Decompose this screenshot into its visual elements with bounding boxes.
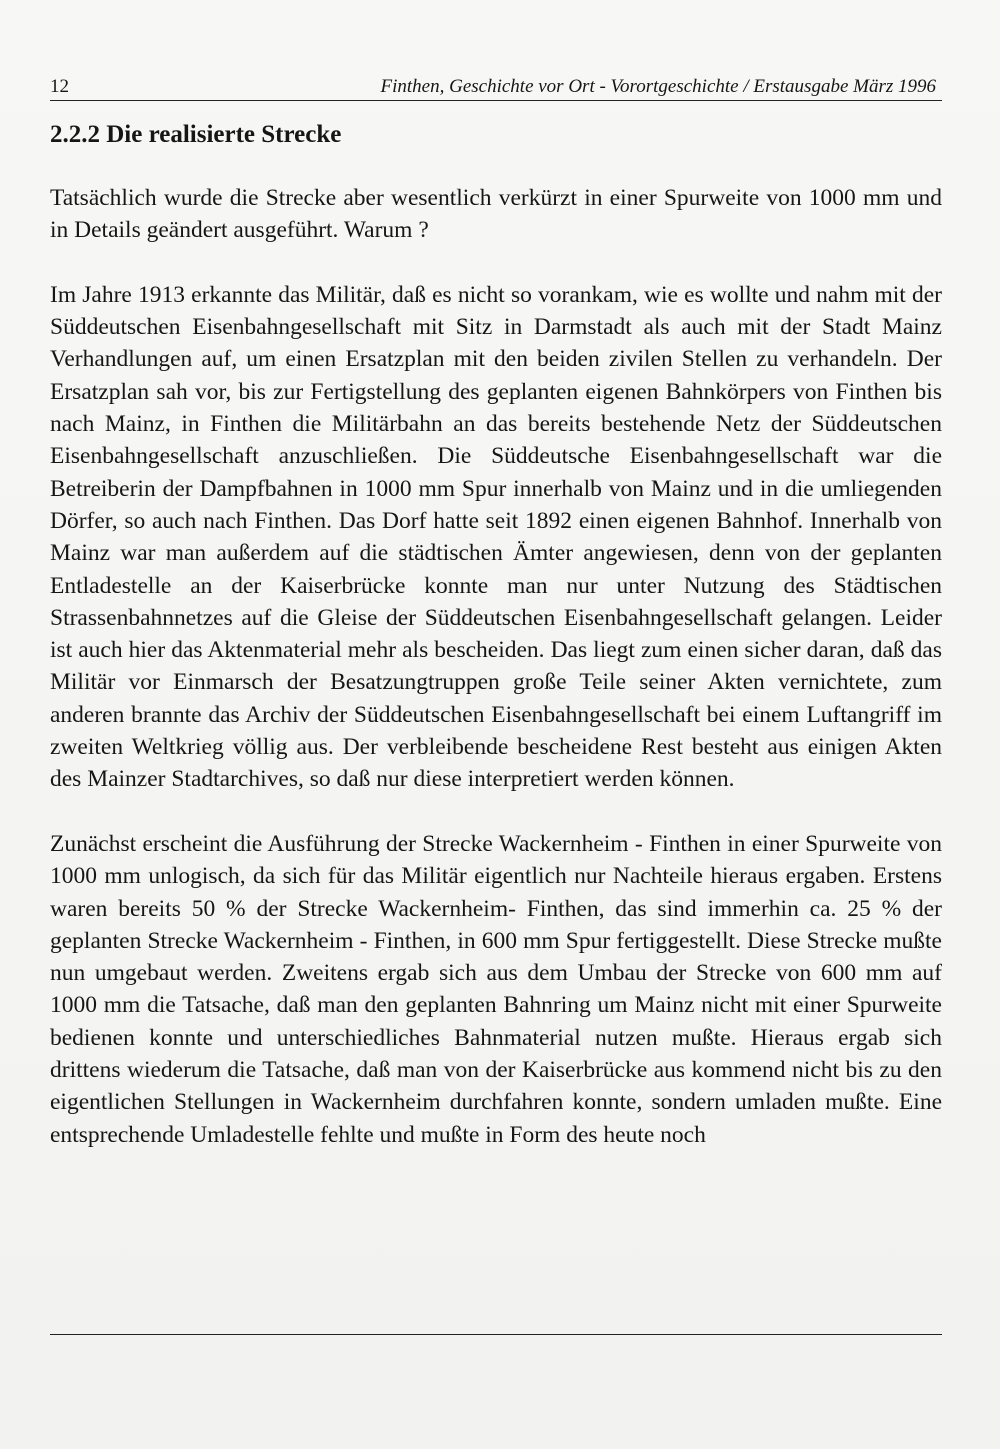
section-heading: 2.2.2 Die realisierte Strecke	[50, 121, 342, 148]
body-text	[50, 182, 942, 1183]
paragraph-3: Zunächst erscheint die Ausführung der Strecke Wackernheim - Finthen in einer Spurweite von 1000 mm unlogisch, da sich für das Militär eigentlich nur Nachteile hieraus ergaben. Erstens waren bereits 50 % der Strecke Wackernheim- Finthen, das sind immerhin ca. 25 % der geplanten Strecke Wackernheim - Finthen, in 600 mm Spur fertiggestellt. Diese Strecke mußte nun umgebaut werden. Zweitens ergab sich aus dem Umbau der Strecke von 600 mm auf 1000 mm die Tatsache, daß man den geplanten Bahnring um Mainz nicht mit einer Spurweite bedienen konnte und unterschiedliches Bahnmaterial nutzen mußte. Hieraus ergab sich drittens wiederum die Tatsache, daß man von der Kaiserbrücke aus kommend nicht bis zu den eigentlichen Stellungen in Wackernheim durchfahren konnte, sondern umladen mußte. Eine entsprechende Umladestelle fehlte und mußte in Form des heute noch	[50, 830, 942, 1148]
page-number: 12	[50, 76, 69, 97]
page-header	[50, 76, 942, 101]
footer-rule	[50, 1334, 942, 1335]
paragraph-2: Im Jahre 1913 erkannte das Militär, daß es nicht so vorankam, wie es wollte und nahm mit der Süddeutschen Eisenbahngesellschaft mit Sitz in Darmstadt als auch mit der Stadt Mainz Verhandlungen auf, um einen Ersatzplan mit den beiden zivilen Stellen zu verhandeln. Der Ersatzplan sah vor, bis zur Fertigstellung des geplanten eigenen Bahnkörpers von Finthen bis nach Mainz, in Finthen die Militärbahn an das bereits bestehende Netz der Süddeutschen Eisenbahngesellschaft anzuschließen. Die Süddeutsche Eisenbahngesellschaft war die Betreiberin der Dampfbahnen in 1000 mm Spur innerhalb von Mainz und in die umliegenden Dörfer, so auch nach Finthen. Das Dorf hatte seit 1892 einen eigenen Bahnhof. Innerhalb von Mainz war man außerdem auf die städtischen Ämter angewiesen, denn von der geplanten Entladestelle an der Kaiserbrücke konnte man nur unter Nutzung des Städtischen Strassenbahnnetzes auf die Gleise der Süddeutschen Eisenbahngesellschaft gelangen. Leider ist auch hier das Aktenmaterial mehr als bescheiden. Das liegt zum einen sicher daran, daß das Militär vor Einmarsch der Besatzungtruppen große Teile seiner Akten vernichtete, zum anderen brannte das Archiv der Süddeutschen Eisenbahngesellschaft bei einem Luftangriff im zweiten Weltkrieg völlig aus. Der verbleibende bescheidene Rest besteht aus einigen Akten des Mainzer Stadtarchives, so daß nur diese interpretiert werden können.	[50, 281, 942, 793]
running-title: Finthen, Geschichte vor Ort - Vorortgeschichte / Erstausgabe März 1996	[380, 76, 936, 97]
paragraph-1: Tatsächlich wurde die Strecke aber wesentlich verkürzt in einer Spurweite von 1000 mm und in Details geändert ausgeführt. Warum ?	[50, 185, 942, 244]
